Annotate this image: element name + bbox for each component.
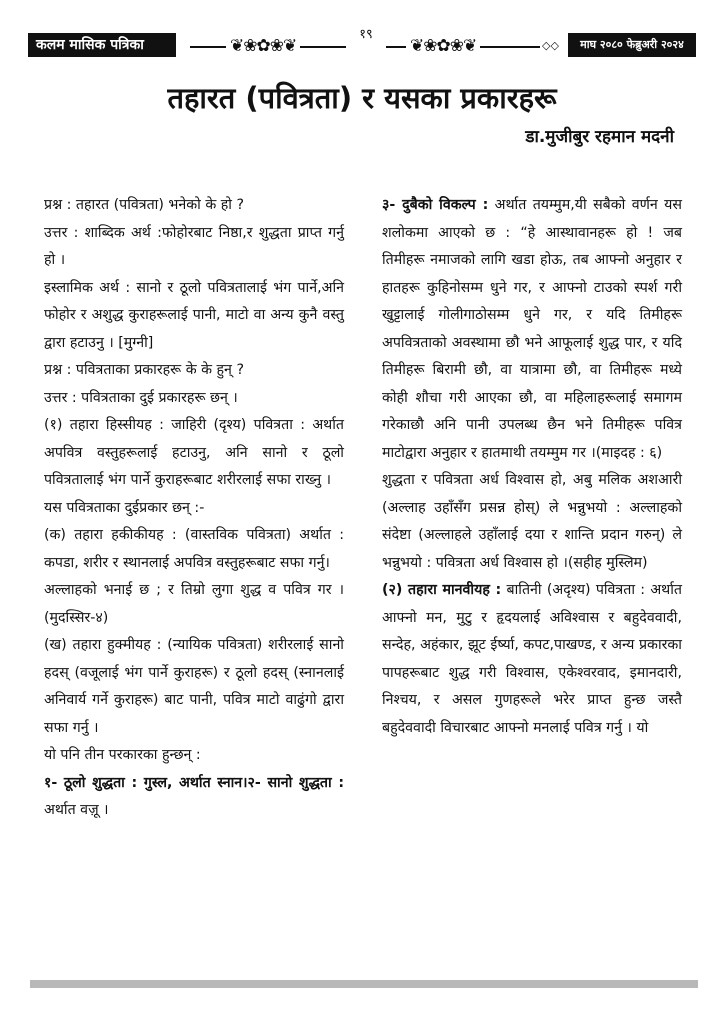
paragraph: शुद्धता र पवित्रता अर्ध विश्वास हो, अबु मलिक अशआरी (अल्लाह उहाँसँग प्रसन्न होस्) ले भन्नुभयो : अल्लाहको संदेष्टा (अल्लाहले उहाँलाई दया र शान्ति प्रदान गरुन्) ले भन्नुभयो : पवित्रता अर्ध विश्वास हो ।(सहीह मुस्लिम) — [382, 472, 682, 571]
paragraph: यो पनि तीन परकारका हुन्छन् : — [44, 747, 201, 763]
bold-text: (२) तहारा मानवीयह : — [382, 582, 502, 598]
paragraph-text: अर्थात वज़ू । — [44, 802, 109, 818]
article-title: तहारत (पवित्रता) र यसका प्रकारहरू — [167, 81, 557, 115]
bold-text: १- ठूलो शुद्धता : गुस्ल, अर्थात स्नान।२- सानो शुद्धता : — [44, 774, 344, 791]
diamond-ornament-icon: ◇◇ — [542, 39, 559, 52]
paragraph: (१) तहारा हिस्सीयह : जाहिरी (दृश्य) पवित्रता : अर्थात अपवित्र वस्तुहरूलाई हटाउनु, अनि सानो र ठूलो पवित्रतालाई भंग पार्ने कुराहरूबाट शरीरलाई सफा राख्नु । — [44, 417, 344, 488]
paragraph: उत्तर : शाब्दिक अर्थ :फोहोरबाट निष्ठा,र शुद्धता प्राप्त गर्नु हो । — [44, 224, 344, 268]
paragraph: इस्लामिक अर्थ : सानो र ठूलो पवित्रतालाई भंग पार्ने,अनि फोहोर र अशुद्ध कुराहरूलाई पानी, माटो वा अन्य कुनै वस्तु द्वारा हटाउनु । [मुग्नी] — [44, 279, 344, 351]
floral-ornament-icon: ❦❀✿❀❦ — [406, 34, 480, 58]
paragraph: प्रश्न : पवित्रताका प्रकारहरू के के हुन् ? — [44, 362, 244, 378]
paragraph: अल्लाहको भनाई छ ; र तिम्रो लुगा शुद्ध व पवित्र गर । (मुदस्सिर-४) — [44, 582, 344, 626]
footer-bar — [30, 980, 698, 988]
paragraph — [382, 577, 682, 742]
paragraph — [382, 192, 682, 467]
paragraph: (क) तहारा हकीकीयह : (वास्तविक पवित्रता) अर्थात : कपडा, शरीर र स्थानलाई अपवित्र वस्तुहरूबाट सफा गर्नु। — [44, 527, 344, 571]
left-column — [44, 192, 344, 825]
page-number: १९ — [346, 22, 386, 50]
issue-date: माघ २०८० फेब्रुअरी २०२४ — [568, 33, 696, 57]
magazine-name: कलम मासिक पत्रिका — [28, 33, 176, 57]
paragraph: प्रश्न : तहारत (पवित्रता) भनेको के हो ? — [44, 197, 244, 213]
right-column — [382, 192, 682, 742]
paragraph-text: बातिनी (अदृश्य) पवित्रता : अर्थात आफ्नो मन, मुटु र हृदयलाई अविश्वास र बहुदेववादी, सन्देह, अहंकार, झूट ईर्ष्या, कपट,पाखण्ड, र अन्य प्रकारका पापहरूबाट शुद्ध गरी विश्वास, एकेश्वरवाद, इमानदारी, निश्चय, र असल गुणहरूले भरेर प्राप्त हुन्छ जस्तै बहुदेववादी विचारबाट आफ्नो मनलाई पवित्र गर्नु । यो — [382, 582, 683, 736]
article-author: डा.मुजीबुर रहमान मदनी — [525, 127, 674, 147]
paragraph — [44, 770, 344, 825]
bold-text: ३- दुबैको विकल्प : — [382, 197, 489, 213]
paragraph-text: अर्थात तयम्मुम,यी सबैको वर्णन यस शलोकमा आएको छ : “हे आस्थावानहरू हो ! जब तिमीहरू नमाजको लागि खडा होऊ, तब आफ्नो अनुहार र हातहरू कुहिनोसम्म धुने गर, र आफ्नो टाउको स्पर्श गरी खुट्टालाई गोलीगाठोसम्म धुने गर, र यदि तिमीहरू अपवित्रताको अवस्थामा छौ भने आफूलाई शुद्ध पार, र यदि तिमीहरू बिरामी छौ, वा यात्रामा छौ, वा तिमीहरू मध्ये कोही शौचा गरी आएका छौ, वा महिलाहरूलाई समागम गरेकाछौ अनि पानी उपलब्ध छैन भने तिमीहरू पवित्र माटोद्वारा अनुहार र हातमाथी तयम्मुम गर ।(माइदह : ६) — [382, 197, 682, 461]
page-header — [0, 0, 724, 72]
paragraph: उत्तर : पवित्रताका दुई प्रकारहरू छन् । — [44, 389, 238, 406]
floral-ornament-icon: ❦❀✿❀❦ — [226, 34, 300, 58]
paragraph: यस पवित्रताका दुईप्रकार छन् :- — [44, 499, 205, 516]
paragraph: (ख) तहारा हुक्मीयह : (न्यायिक पवित्रता) शरीरलाई सानो हदस् (वजूलाई भंग पार्ने कुराहरू) र ठूलो हदस् (स्नानलाई अनिवार्य गर्ने कुराहरू) बाट पानी, पवित्र माटो वाढुंगो द्वारा सफा गर्नु । — [44, 637, 344, 736]
